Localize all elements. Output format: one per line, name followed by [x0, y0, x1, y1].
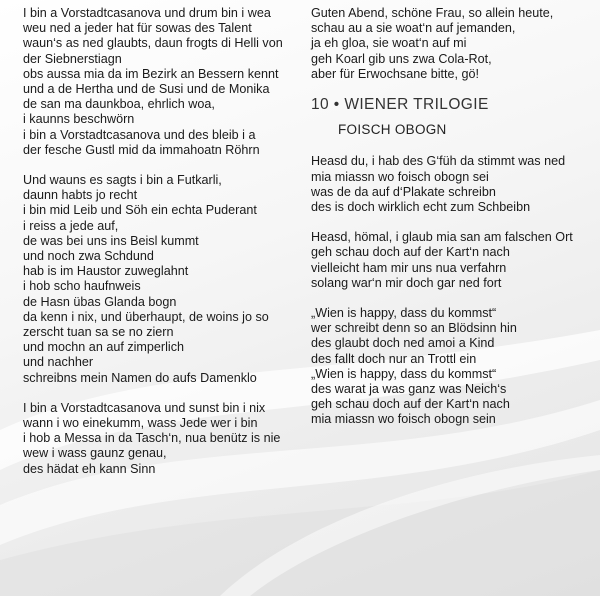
lyric-line: daunn habts jo recht — [23, 188, 138, 203]
lyric-line: der fesche Gustl mid da immahoatn Röhrn — [23, 142, 260, 157]
lyric-line: des is doch wirklich echt zum Schbeibn — [311, 200, 531, 215]
lyric-line: und mochn an auf zimperlich — [23, 340, 185, 355]
lyric-line: wann i wo einekumm, wass Jede wer i bin — [23, 416, 258, 431]
lyric-line: I bin a Vorstadtcasanova und drum bin i wea — [23, 6, 271, 20]
song-subtitle: FOISCH OBOGN — [338, 122, 447, 138]
lyric-line: des hädat eh kann Sinn — [23, 461, 156, 476]
lyrics-stanza — [23, 401, 298, 477]
lyric-line: i hob a Messa in da Tasch‘n, nua benütz is nie — [23, 431, 281, 446]
lyric-line: des warat ja was ganz was Neich‘s — [311, 382, 507, 397]
lyric-line: geh Koarl gib uns zwa Cola-Rot, — [311, 51, 492, 66]
lyric-line: mia miassn wo foisch obogn sei — [311, 169, 489, 184]
lyric-line: i bin mid Leib und Söh ein echta Puderant — [23, 203, 257, 218]
lyric-line: zerscht tuan sa se no ziern — [23, 325, 174, 340]
lyric-line: solang war‘n mir doch gar ned fort — [311, 275, 502, 290]
lyrics-stanza — [311, 154, 591, 215]
lyric-line: ja eh gloa, sie woat‘n auf mi — [311, 36, 467, 51]
lyrics-stanza — [311, 306, 591, 428]
lyric-line: i kaunns beschwörn — [23, 112, 135, 127]
lyric-line: I bin a Vorstadtcasanova und sunst bin i nix — [23, 400, 266, 415]
lyric-line: schau au a sie woat‘n auf jemanden, — [311, 21, 516, 36]
lyric-line: wer schreibt denn so an Blödsinn hin — [311, 321, 517, 336]
lyric-line: geh schau doch auf der Kart‘n nach — [311, 397, 510, 412]
lyric-line: und a de Hertha und de Susi und de Monika — [23, 82, 270, 97]
lyric-line: mia miassn wo foisch obogn sein — [311, 412, 496, 427]
song-heading — [311, 97, 591, 112]
lyric-line: und nachher — [23, 355, 94, 370]
lyric-line: de Hasn übas Glanda bogn — [23, 294, 177, 309]
lyric-line: weu ned a jeder hat für sowas des Talent — [23, 21, 252, 36]
lyric-line: des fallt doch nur an Trottl ein — [311, 351, 477, 366]
lyric-line: waun‘s as ned glaubts, daun frogts di Helli von — [23, 36, 283, 51]
lyric-line: hab is im Haustor zuweglahnt — [23, 264, 189, 279]
lyric-line: geh schau doch auf der Kart‘n nach — [311, 245, 510, 260]
lyric-line: Und wauns es sagts i bin a Futkarli, — [23, 173, 222, 188]
lyric-line: i hob scho haufnweis — [23, 279, 141, 294]
song-title: WIENER TRILOGIE — [344, 96, 489, 114]
lyric-line: Guten Abend, schöne Frau, so allein heute, — [311, 6, 554, 20]
track-number: 10 — [311, 96, 330, 114]
lyric-line: obs aussa mia da im Bezirk an Bessern kennt — [23, 66, 279, 81]
lyrics-stanza — [23, 6, 298, 158]
lyric-line: wew i wass gaunz genau, — [23, 446, 167, 461]
lyric-line: „Wien is happy, dass du kommst“ — [311, 366, 497, 381]
lyric-line: de was bei uns ins Beisl kummt — [23, 233, 199, 248]
lyric-line: Heasd, hömal, i glaub mia san am falschen Ort — [311, 230, 573, 245]
lyric-line: i bin a Vorstadtcasanova und des bleib i a — [23, 127, 256, 142]
lyric-line: was de da auf d‘Plakate schreibn — [311, 184, 496, 199]
lyric-line: der Siebnerstiagn — [23, 51, 122, 66]
right-lyrics-column — [311, 6, 591, 443]
lyric-line: vielleicht ham mir uns nua verfahrn — [311, 260, 507, 275]
left-lyrics-column — [23, 6, 298, 492]
lyric-line: da kenn i nix, und überhaupt, de woins jo so — [23, 309, 269, 324]
bullet-separator: • — [333, 96, 340, 114]
lyric-line: aber für Erwochsane bitte, gö! — [311, 66, 480, 81]
lyric-line: „Wien is happy, dass du kommst“ — [311, 306, 497, 321]
lyric-line: des glaubt doch ned amoi a Kind — [311, 336, 495, 351]
lyric-line: und noch zwa Schdund — [23, 249, 154, 264]
lyric-line: de san ma daunkboa, ehrlich woa, — [23, 97, 215, 112]
lyrics-stanza — [311, 230, 591, 291]
lyric-line: i reiss a jede auf, — [23, 218, 119, 233]
intro-stanza — [311, 6, 591, 82]
lyrics-stanza — [23, 173, 298, 386]
lyric-line: Heasd du, i hab des G‘füh da stimmt was ned — [311, 154, 566, 169]
lyric-line: schreibns mein Namen do aufs Damenklo — [23, 370, 257, 385]
